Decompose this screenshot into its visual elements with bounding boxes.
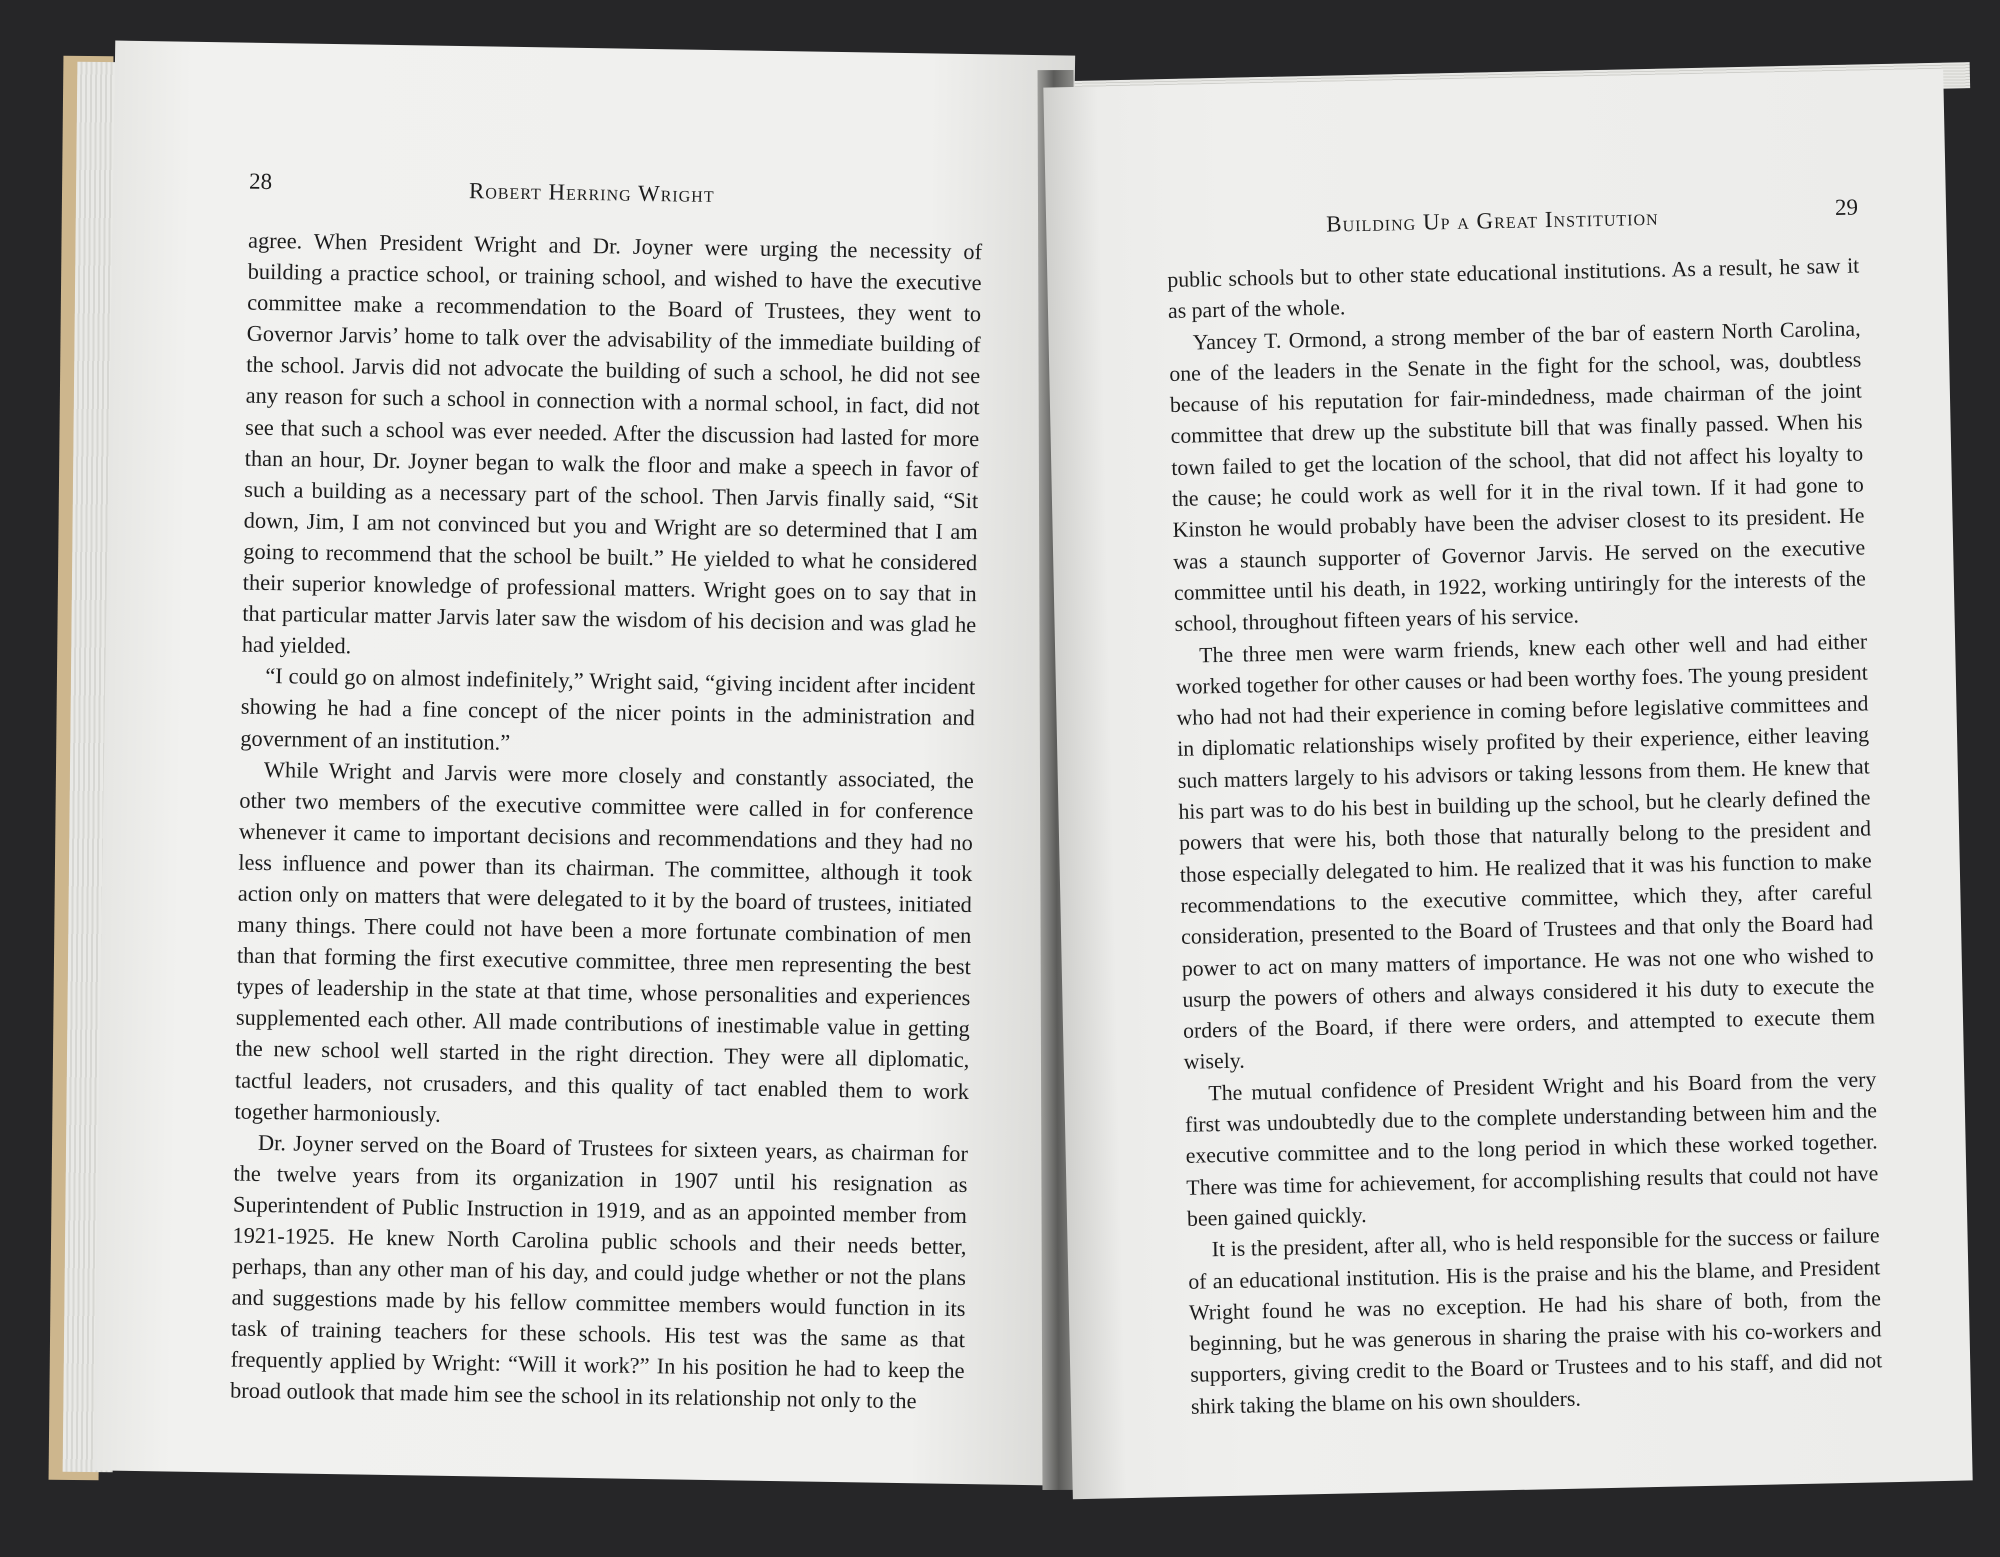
right-page-body — [1167, 251, 1883, 1423]
paragraph: It is the president, after all, who is held responsible for the success or failure of an educational institution. His is the praise and his the blame, and President Wright found he was no exception. He had his share of both, from the beginning, but he was generous in sharing the praise with his co-workers and supporters, giving credit to the Board or Trustees and to his staff, and did not shirk taking the blame on his own shoulders. — [1188, 1223, 1883, 1419]
running-head: Building Up a Great Institution — [1325, 204, 1659, 237]
page-number: 29 — [1834, 194, 1859, 221]
paragraph: The mutual confidence of President Wright and his Board from the very first was undoubtedly due to the complete understanding between him and the executive committee and to the long period in which these worked together. There was time for achievement, for accomplishing results that could not have been gained quickly. — [1184, 1067, 1879, 1231]
left-page — [93, 41, 1075, 1486]
page-number: 28 — [248, 168, 273, 195]
paragraph: Dr. Joyner served on the Board of Trustees for sixteen years, as chairman for the twelve years from its organization in 1907 until his resignation as Superintendent of Public Instruction in 1919, and as an appointed member from 1921-1925. He knew North Carolina public schools and their needs better, perhaps, than any other man of his day, and could judge whether or not the plans and suggestions made by his fellow committee members would function in its task of training teachers for these schools. His test was the same as that frequently applied by Wright: “Will it work?” In his position he had to keep the broad outlook that made him see the school in its relationship not only to the — [229, 1129, 969, 1414]
paragraph: “I could go on almost indefinitely,” Wright said, “giving incident after incident showing he had a fine concept of the nicer points in the administration and government of an institution.” — [240, 663, 976, 755]
right-page — [1043, 69, 1972, 1500]
running-head: Robert Herring Wright — [468, 178, 715, 207]
paragraph: agree. When President Wright and Dr. Joyner were urging the necessity of building a practice school, or training school, and wished to have the executive committee make a recommendation to the Board of Trustees, they went to Governor Jarvis’ home to talk over the advisability of the immediate building of the school. Jarvis did not advocate the building of such a school, he did not see any reason for such a school in connection with a normal school, in fact, did not see that such a school was ever needed. After the discussion had lasted for more than an hour, Dr. Joyner began to walk the floor and make a speech in favor of such a building as a necessary part of the school. Then Jarvis finally said, “Sit down, Jim, I am not convinced but you and Wright are so determined that I am going to recommend that the school be built.” He yielded to what he considered their superior knowledge of professional matters. Wright goes on to say that in that particular matter Jarvis later saw the wisdom of his decision and was glad he had yielded. — [241, 227, 983, 659]
paragraph: The three men were warm friends, knew each other well and had either worked together for other causes or had been worthy foes. The young president who had not had their experience in coming before legislative committees and in diplomatic relationships wisely profited by their experience, either leaving such matters largely to his advisors or taking lessons from them. He knew that his part was to do his best in building up the school, but he clearly defined the powers that were his, both those that naturally belong to the president and those especially delegated to him. He realized that it was his function to make recommendations to the executive committee, which they, after careful consideration, presented to the Board of Trustees and that only the Board had power to act on many matters of importance. He was not one who wished to usurp the powers of others and always considered it his duty to execute the orders of the Board, if there were orders, and attempted to execute them wisely. — [1175, 629, 1876, 1075]
right-page-header — [1166, 195, 1859, 255]
paragraph: Yancey T. Ormond, a strong member of the bar of eastern North Carolina, one of the leaders in the Senate in the fight for the school, was, doubtless because of his reputation for fair-mindedness, made chairman of the joint committee that drew up the substitute bill that was finally passed. When his town failed to get the location of the school, that did not affect his loyalty to the cause; he could work as well for it in the rival town. If it had gone to Kinston he would probably have been the adviser closest to its president. He was a staunch supporter of Governor Jarvis. He served on the executive committee until his death, in 1922, working untiringly for the interests of the school, throughout fifteen years of his service. — [1169, 316, 1867, 637]
paragraph: While Wright and Jarvis were more closely and constantly associated, the other two members of the executive committee were called in for conference whenever it came to important decisions and recommendations and they had no less influence and power than its chairman. The committee, although it took action only on matters that were delegated to it by the board of trustees, initiated many things. There could not have been a more fortunate combination of men than that forming the first executive committee, three men representing the best types of leadership in the state at that time, whose personalities and experiences supplemented each other. All made contributions of inestimable value in getting the new school well started in the right direction. They were all diplomatic, tactful leaders, not crusaders, and this quality of tact enabled them to work together harmoniously. — [234, 756, 974, 1127]
left-page-body — [230, 225, 982, 1418]
paragraph: public schools but to other state educational institutions. As a result, he saw it as part of the whole. — [1167, 253, 1860, 324]
left-page-header — [249, 169, 984, 227]
